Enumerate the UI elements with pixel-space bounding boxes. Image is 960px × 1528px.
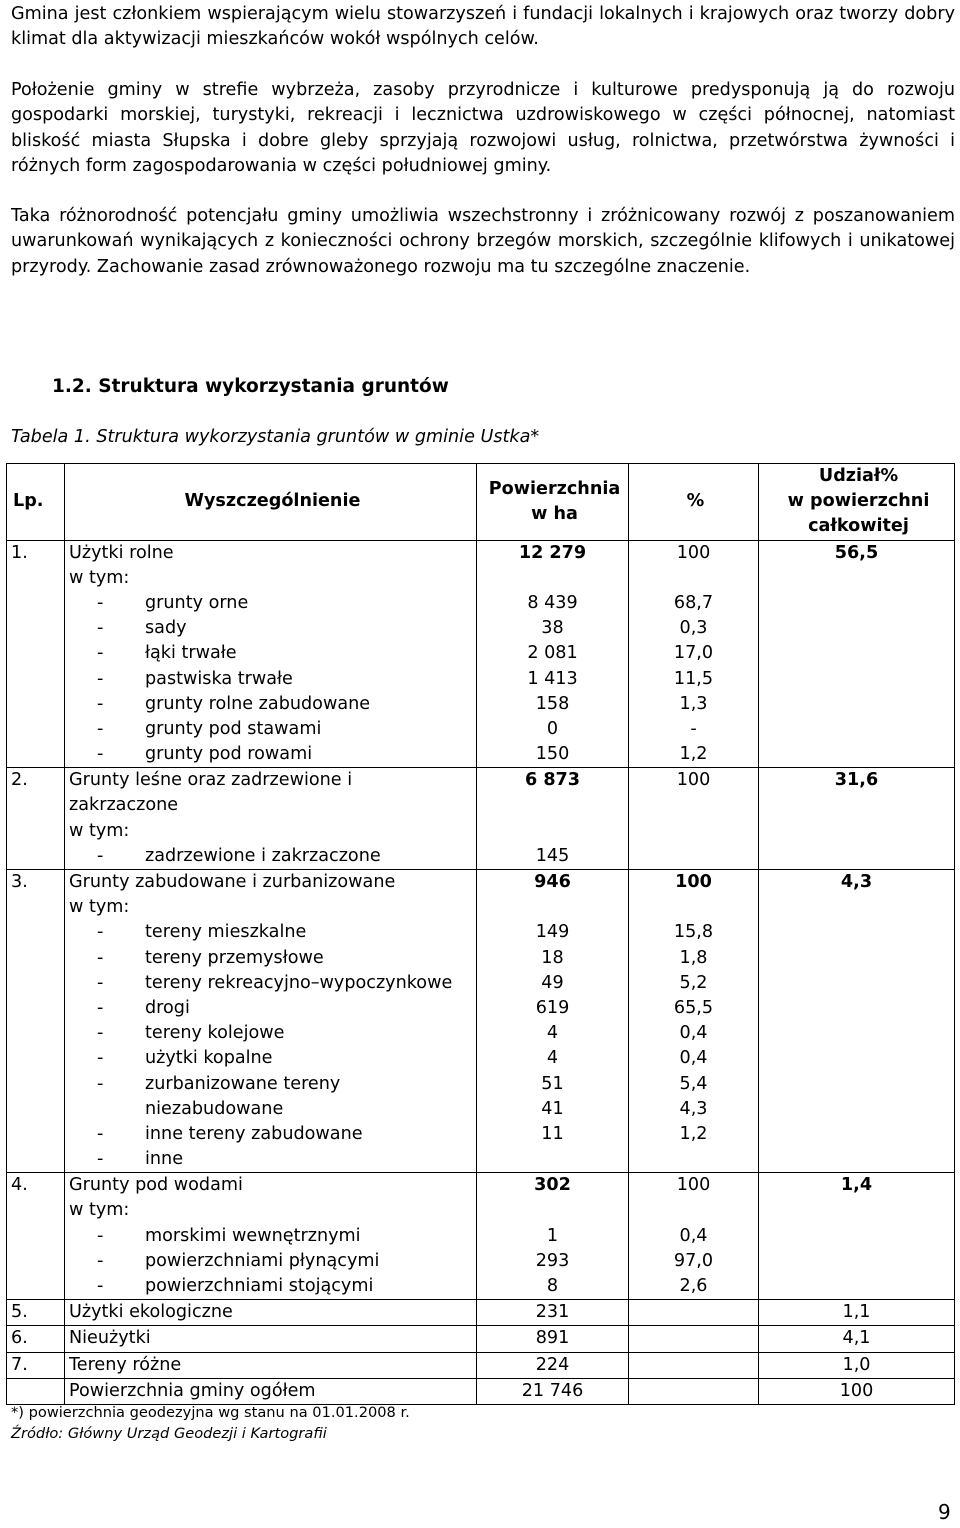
sub-item-area: 41 xyxy=(541,1098,564,1119)
sub-item-dash: - xyxy=(97,922,104,943)
lp-value: 4. xyxy=(11,1175,28,1196)
header-share-line3: całkowitej xyxy=(808,516,909,537)
group-pct: 100 xyxy=(676,770,711,791)
sub-item-area: 38 xyxy=(541,618,564,639)
sub-item-area: 18 xyxy=(541,947,564,968)
row-pct xyxy=(629,540,759,768)
sub-item-pct xyxy=(629,844,758,869)
header-area xyxy=(477,464,629,541)
sub-item-pct: 1,2 xyxy=(679,1123,708,1144)
sub-item-label: grunty orne xyxy=(145,592,249,613)
spacer xyxy=(629,819,758,844)
spacer xyxy=(629,895,758,920)
sub-item-area xyxy=(477,1147,628,1172)
sub-item-pct: 17,0 xyxy=(673,643,714,664)
row-pct xyxy=(629,1173,759,1300)
spacer xyxy=(477,819,628,844)
sub-item-label: inne tereny zabudowane xyxy=(145,1123,363,1144)
sub-item-dash: - xyxy=(97,1225,104,1246)
header-lp: Lp. xyxy=(7,464,65,541)
sub-item-label: grunty rolne zabudowane xyxy=(145,693,371,714)
group-area: 6 873 xyxy=(524,770,581,791)
header-item: Wyszczególnienie xyxy=(65,464,477,541)
wtym-label: w tym: xyxy=(69,820,130,841)
group-title-cont: zakrzaczone xyxy=(69,795,179,816)
sub-item-dash: - xyxy=(97,997,104,1018)
sub-item-label: tereny kolejowe xyxy=(145,1023,285,1044)
row-pct xyxy=(629,1352,759,1378)
sub-item-area: 11 xyxy=(541,1123,564,1144)
sub-item-dash: - xyxy=(97,744,104,765)
sub-item xyxy=(69,591,476,616)
sub-item xyxy=(69,1021,476,1046)
row-lp xyxy=(7,768,65,870)
sub-item-area: 4 xyxy=(546,1023,559,1044)
sub-item-label: pastwiska trwałe xyxy=(145,668,293,689)
table-single-row xyxy=(7,1352,955,1378)
sub-item xyxy=(69,844,476,869)
row-share: 4,1 xyxy=(759,1326,955,1352)
spacer xyxy=(629,566,758,591)
sub-item-area: 293 xyxy=(535,1250,570,1271)
spacer xyxy=(477,895,628,920)
group-share: 4,3 xyxy=(840,872,873,893)
sub-item-pct: 65,5 xyxy=(673,997,714,1018)
row-share xyxy=(759,540,955,768)
sub-item-label: zadrzewione i zakrzaczone xyxy=(145,845,381,866)
sub-item xyxy=(69,1072,476,1097)
row-share xyxy=(759,768,955,870)
row-area: 891 xyxy=(477,1326,629,1352)
sub-item-label: użytki kopalne xyxy=(145,1048,273,1069)
sub-item-dash: - xyxy=(97,845,104,866)
sub-item-dash: - xyxy=(97,668,104,689)
row-lp xyxy=(7,870,65,1173)
header-area-line1: Powierzchnia xyxy=(488,478,621,499)
sub-item-label: inne xyxy=(145,1149,184,1170)
sub-item-pct: 0,4 xyxy=(679,1023,708,1044)
paragraph-location: Położenie gminy w strefie wybrzeża, zasoby przyrodnicze i kulturowe predysponują ją do rozwoju gospodarki morskiej, turystyki, rekreacji i lecznictwa uzdrowiskowego w części północnej, natomiast bliskość miasta Słupska i dobre gleby sprzyjają rozwojowi usług, rolnictwa, przetwórstwa żywności i różnych form zagospodarowania w części południowej gminy. xyxy=(11,80,955,176)
sub-item-dash xyxy=(97,1097,145,1122)
group-pct: 100 xyxy=(675,872,712,893)
row-share: 1,1 xyxy=(759,1300,955,1326)
sub-item-area: 1 xyxy=(546,1225,559,1246)
row-lp: 7. xyxy=(7,1352,65,1378)
sub-item-area: 1 413 xyxy=(527,668,578,689)
sub-item-pct: 1,2 xyxy=(679,744,708,765)
group-share: 1,4 xyxy=(840,1175,873,1196)
lp-value: 2. xyxy=(11,770,28,791)
sub-item-pct: 97,0 xyxy=(673,1250,714,1271)
group-title: Grunty leśne oraz zadrzewione i xyxy=(69,770,353,791)
sub-item-label: niezabudowane xyxy=(145,1098,284,1119)
sub-item xyxy=(69,1097,476,1122)
table-group-row xyxy=(7,540,955,768)
sub-item-area: 51 xyxy=(541,1073,564,1094)
row-share xyxy=(759,1173,955,1300)
row-lp: 5. xyxy=(7,1300,65,1326)
sub-item xyxy=(69,1249,476,1274)
paragraph-diversity: Taka różnorodność potencjału gminy umożliwia wszechstronny i zróżnicowany rozwój z poszanowaniem uwarunkowań wynikających z konieczności ochrony brzegów morskich, szczególnie klifowych i unikatowej przyrody. Zachowanie zasad zrównoważonego rozwoju ma tu szczególne znaczenie. xyxy=(11,206,955,277)
header-area-line2: w ha xyxy=(531,503,578,524)
total-share: 100 xyxy=(759,1378,955,1404)
row-lp xyxy=(7,1378,65,1404)
sub-item-dash: - xyxy=(97,1276,104,1297)
sub-item xyxy=(69,1274,476,1299)
wtym-label: w tym: xyxy=(69,1200,130,1221)
sub-item-dash: - xyxy=(97,1048,104,1069)
group-title: Grunty pod wodami xyxy=(69,1175,243,1196)
spacer xyxy=(477,566,628,591)
row-description xyxy=(65,1173,477,1300)
row-pct xyxy=(629,1300,759,1326)
sub-item-dash: - xyxy=(97,947,104,968)
row-description xyxy=(65,870,477,1173)
sub-item-label: tereny rekreacyjno–wypoczynkowe xyxy=(145,972,453,993)
sub-item-area: 619 xyxy=(535,997,570,1018)
sub-item-pct: 5,2 xyxy=(679,972,708,993)
table-single-row xyxy=(7,1326,955,1352)
sub-item-area: 149 xyxy=(535,922,570,943)
sub-item-dash: - xyxy=(97,1250,104,1271)
sub-item-area: 2 081 xyxy=(527,643,578,664)
table-footnote: *) powierzchnia geodezyjna wg stanu na 01.01.2008 r. xyxy=(11,1404,410,1421)
sub-item-area: 4 xyxy=(546,1048,559,1069)
sub-item-pct: 0,4 xyxy=(679,1225,708,1246)
sub-item-pct: 15,8 xyxy=(673,922,714,943)
table-group-row xyxy=(7,768,955,870)
table-source: Źródło: Główny Urząd Geodezji i Kartografii xyxy=(11,1425,327,1442)
group-area: 946 xyxy=(534,872,571,893)
sub-item-label: grunty pod stawami xyxy=(145,718,322,739)
sub-item-area: 145 xyxy=(535,845,570,866)
sub-item-area: 8 xyxy=(546,1276,559,1297)
row-description: Nieużytki xyxy=(65,1326,477,1352)
sub-item xyxy=(69,996,476,1021)
sub-item-dash: - xyxy=(97,718,104,739)
sub-item-pct xyxy=(629,1147,758,1172)
sub-item-dash: - xyxy=(97,693,104,714)
sub-item-pct: 4,3 xyxy=(679,1098,708,1119)
group-pct: 100 xyxy=(676,542,711,563)
row-description xyxy=(65,768,477,870)
row-pct xyxy=(629,768,759,870)
table-group-row xyxy=(7,870,955,1173)
row-area xyxy=(477,870,629,1173)
table-caption: Tabela 1. Struktura wykorzystania gruntów w gminie Ustka* xyxy=(11,427,540,447)
row-area: 231 xyxy=(477,1300,629,1326)
sub-item xyxy=(69,717,476,742)
spacer xyxy=(629,1198,758,1223)
sub-item xyxy=(69,641,476,666)
sub-item-dash: - xyxy=(97,972,104,993)
sub-item xyxy=(69,692,476,717)
row-area xyxy=(477,1173,629,1300)
table-single-row xyxy=(7,1300,955,1326)
total-pct xyxy=(629,1378,759,1404)
row-description: Użytki ekologiczne xyxy=(65,1300,477,1326)
sub-item xyxy=(69,1122,476,1147)
spacer xyxy=(477,1198,628,1223)
sub-item xyxy=(69,667,476,692)
sub-item-label: powierzchniami stojącymi xyxy=(145,1276,374,1297)
sub-item-area: 8 439 xyxy=(527,592,578,613)
header-share xyxy=(759,464,955,541)
sub-item-pct: 2,6 xyxy=(679,1276,708,1297)
sub-item-label: zurbanizowane tereny xyxy=(145,1073,341,1094)
header-share-line2: w powierzchni xyxy=(787,491,930,512)
sub-item-pct: 0,3 xyxy=(679,618,708,639)
sub-item xyxy=(69,1147,476,1172)
sub-item-pct: 5,4 xyxy=(679,1073,708,1094)
sub-item-pct: - xyxy=(690,718,697,739)
paragraph-intro: Gmina jest członkiem wspierającym wielu stowarzyszeń i fundacji lokalnych i krajowych oraz tworzy dobry klimat dla aktywizacji mieszkańców wokół wspólnych celów. xyxy=(11,4,955,50)
row-area xyxy=(477,540,629,768)
table-group-row xyxy=(7,1173,955,1300)
table-header-row xyxy=(7,464,955,541)
group-title: Użytki rolne xyxy=(69,542,174,563)
sub-item-label: tereny mieszkalne xyxy=(145,922,307,943)
table-body xyxy=(7,540,955,1404)
group-area: 12 279 xyxy=(518,542,587,563)
row-lp xyxy=(7,540,65,768)
sub-item-dash: - xyxy=(97,618,104,639)
wtym-label: w tym: xyxy=(69,567,130,588)
sub-item-pct: 11,5 xyxy=(673,668,714,689)
header-pct: % xyxy=(629,464,759,541)
row-pct xyxy=(629,1326,759,1352)
spacer xyxy=(629,793,758,818)
spacer xyxy=(477,793,628,818)
sub-item-label: sady xyxy=(145,618,187,639)
row-pct xyxy=(629,870,759,1173)
sub-item-dash: - xyxy=(97,643,104,664)
group-share: 31,6 xyxy=(834,770,879,791)
group-area: 302 xyxy=(534,1175,571,1196)
sub-item-pct: 1,3 xyxy=(679,693,708,714)
row-lp: 6. xyxy=(7,1326,65,1352)
sub-item-pct: 68,7 xyxy=(673,592,714,613)
sub-item-dash: - xyxy=(97,1073,104,1094)
sub-item xyxy=(69,1046,476,1071)
sub-item-dash: - xyxy=(97,1123,104,1144)
sub-item-label: łąki trwałe xyxy=(145,643,237,664)
group-share: 56,5 xyxy=(834,542,879,563)
row-description xyxy=(65,540,477,768)
sub-item-dash: - xyxy=(97,592,104,613)
sub-item-area: 0 xyxy=(546,718,559,739)
sub-item-pct: 0,4 xyxy=(679,1048,708,1069)
header-share-line1: Udział% xyxy=(818,466,899,486)
sub-item-label: grunty pod rowami xyxy=(145,744,313,765)
land-use-table xyxy=(6,463,955,1405)
sub-item-pct: 1,8 xyxy=(679,947,708,968)
group-pct: 100 xyxy=(676,1175,711,1196)
total-area: 21 746 xyxy=(477,1378,629,1404)
group-title: Grunty zabudowane i zurbanizowane xyxy=(69,872,396,893)
sub-item-label: powierzchniami płynącymi xyxy=(145,1250,380,1271)
row-area xyxy=(477,768,629,870)
lp-value: 3. xyxy=(11,872,28,893)
sub-item xyxy=(69,616,476,641)
wtym-label: w tym: xyxy=(69,897,130,918)
sub-item-area: 158 xyxy=(535,693,570,714)
sub-item-area: 49 xyxy=(541,972,564,993)
sub-item-label: tereny przemysłowe xyxy=(145,947,324,968)
sub-item-label: morskimi wewnętrznymi xyxy=(145,1225,361,1246)
sub-item xyxy=(69,920,476,945)
row-area: 224 xyxy=(477,1352,629,1378)
row-share xyxy=(759,870,955,1173)
row-description: Tereny różne xyxy=(65,1352,477,1378)
sub-item-label: drogi xyxy=(145,997,190,1018)
row-lp xyxy=(7,1173,65,1300)
sub-item xyxy=(69,1224,476,1249)
sub-item-dash: - xyxy=(97,1023,104,1044)
total-label: Powierzchnia gminy ogółem xyxy=(65,1378,477,1404)
sub-item xyxy=(69,742,476,767)
sub-item-area: 150 xyxy=(535,744,570,765)
row-share: 1,0 xyxy=(759,1352,955,1378)
lp-value: 1. xyxy=(11,542,28,563)
table-total-row xyxy=(7,1378,955,1404)
sub-item xyxy=(69,971,476,996)
section-heading: 1.2. Struktura wykorzystania gruntów xyxy=(52,376,449,397)
sub-item-dash: - xyxy=(97,1149,104,1170)
page-number: 9 xyxy=(938,1500,951,1524)
sub-item xyxy=(69,946,476,971)
